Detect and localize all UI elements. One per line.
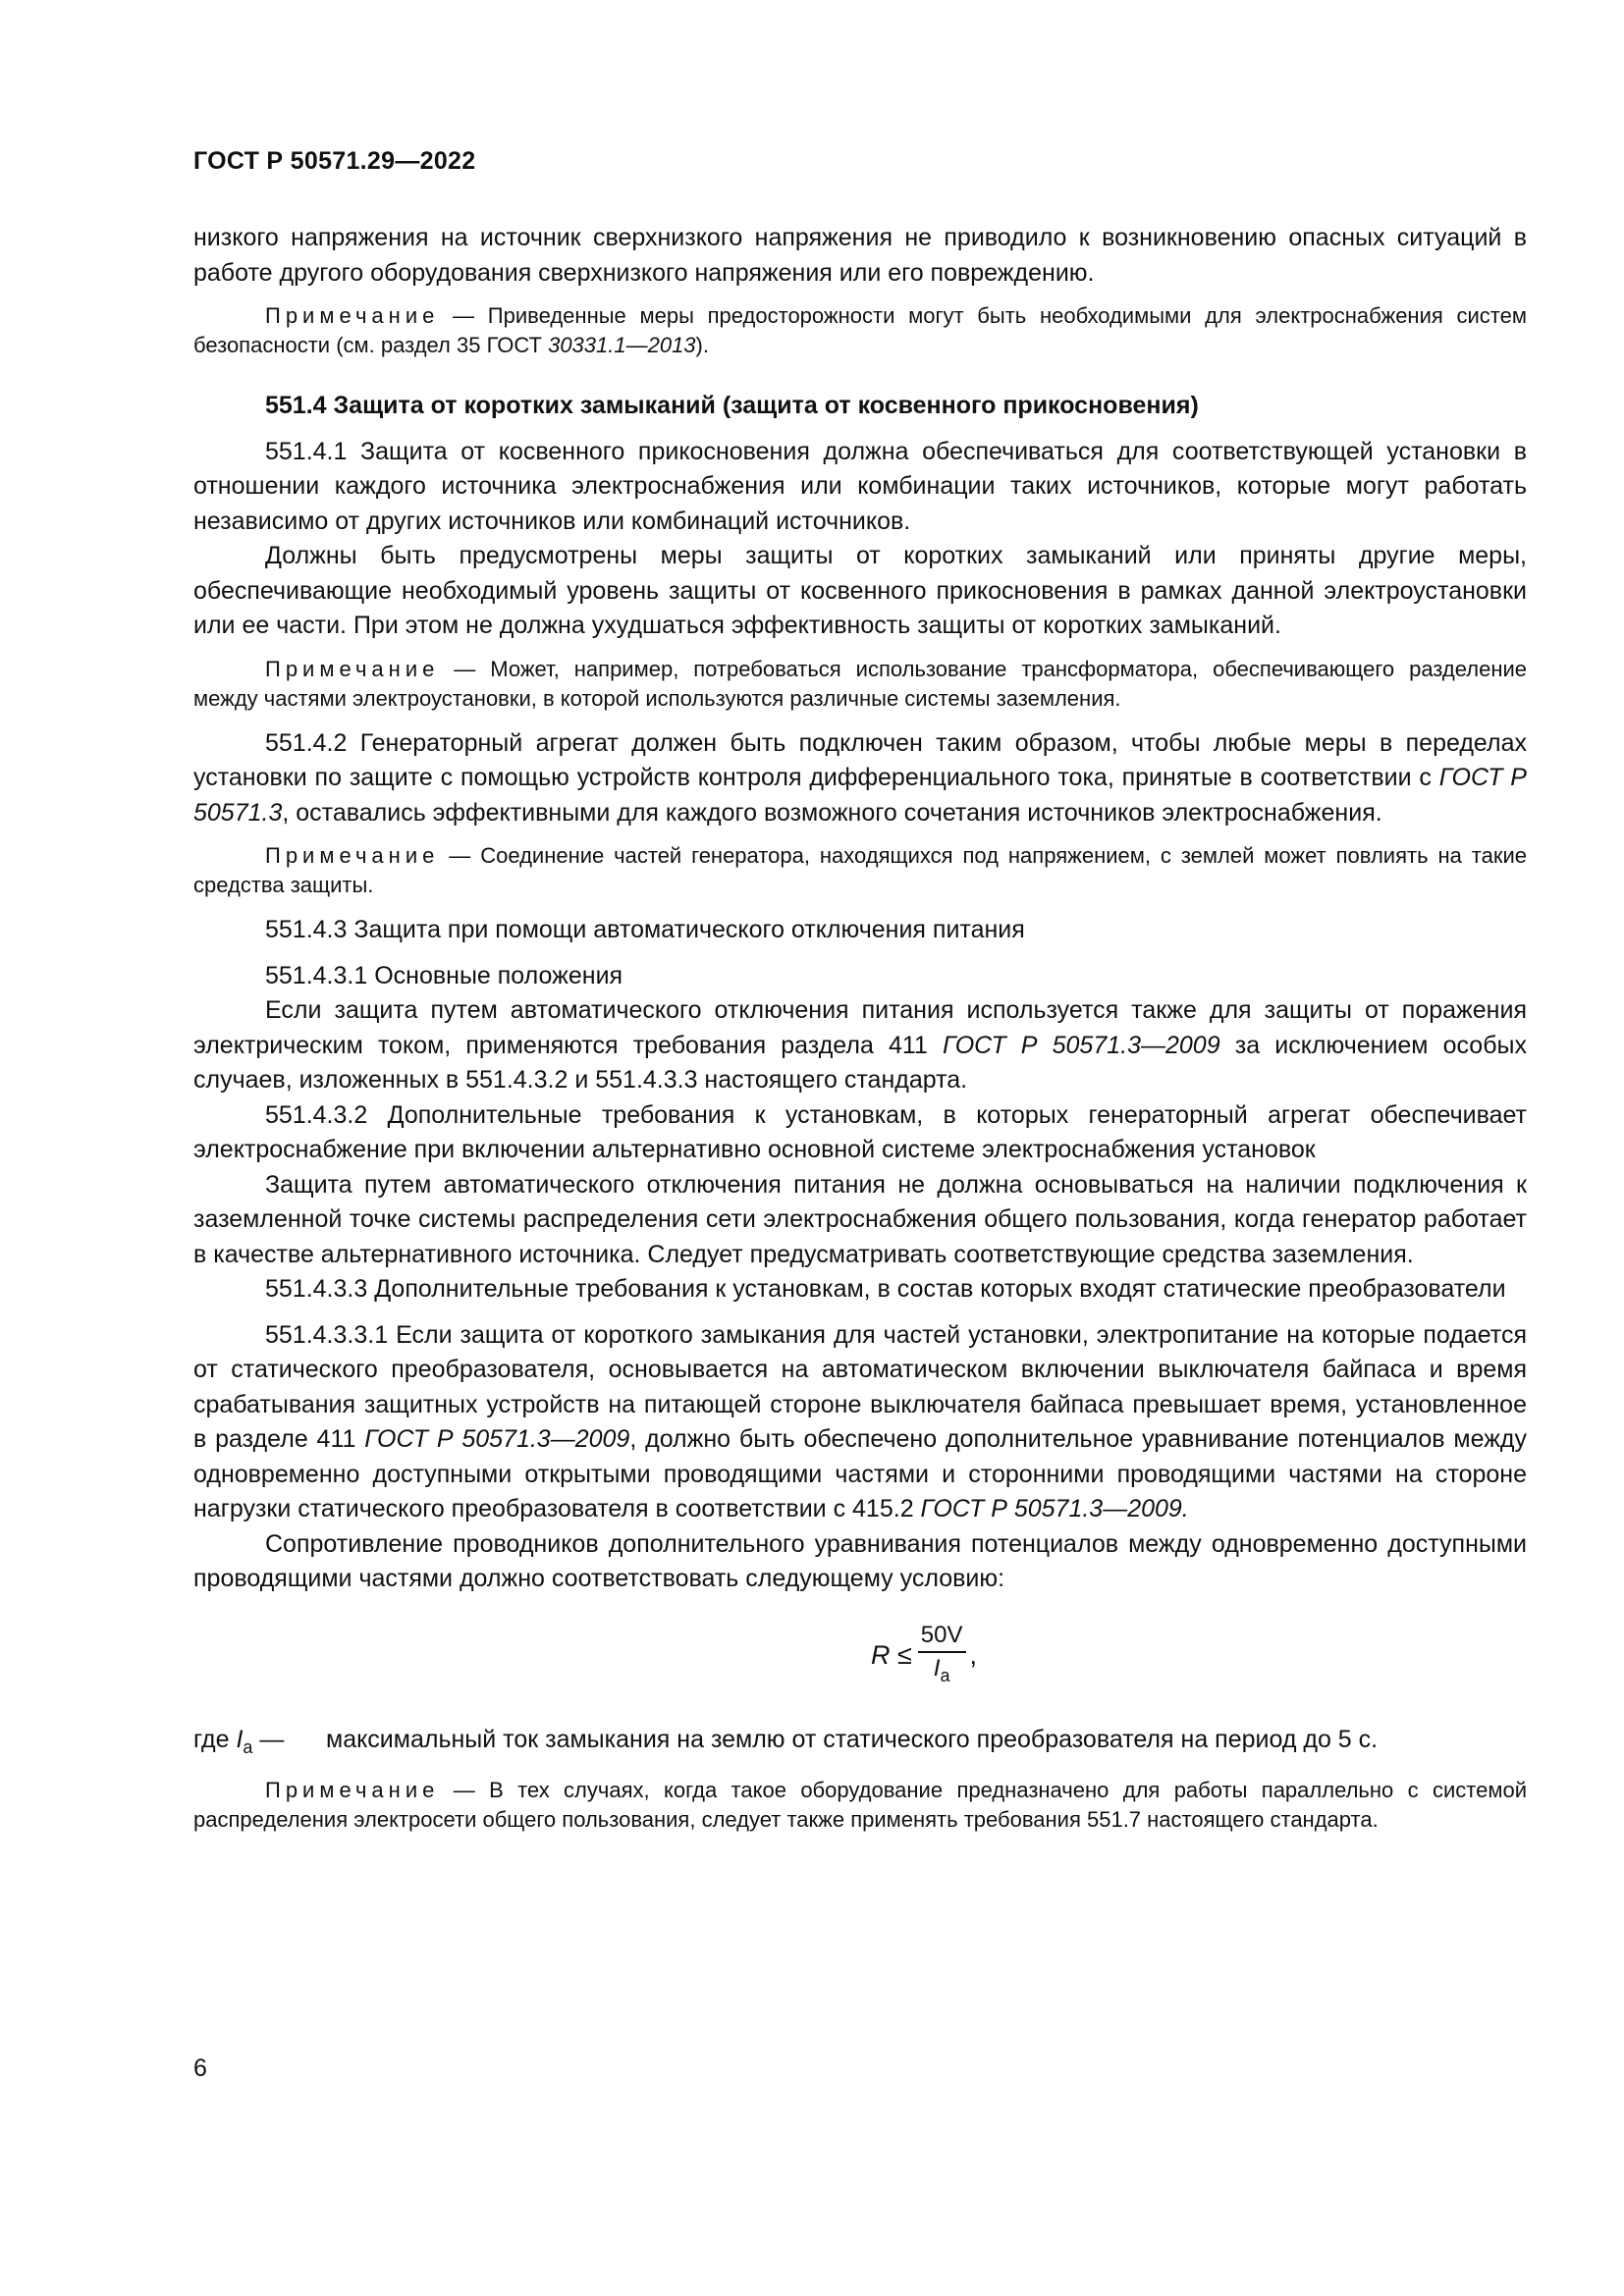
standard-reference: ГОСТ Р 50571.3—2009 xyxy=(364,1425,630,1453)
standard-reference: 30331.1—2013 xyxy=(548,333,696,357)
note-text: — В тех случаях, когда такое оборудование предназначено для работы параллельно с системой распределения электросети общего пользования, следует также применять требования 551.7 настоящего стандарта. xyxy=(193,1778,1527,1832)
paragraph-text: 551.4.3.3.1 Если защита от короткого замыкания для частей установки, электропитание на которые подается от статического преобразователя, основывается на автоматическом включении выключателя байпаса и время срабатывания защитных устройств на питающей стороне выключателя байпаса превышает время, установленное в разделе 411 xyxy=(193,1320,1527,1453)
legend-sub: a xyxy=(243,1736,253,1757)
standard-reference: ГОСТ Р 50571.3 xyxy=(193,764,1527,827)
paragraph-text: 551.4.2 Генераторный агрегат должен быть подключен таким образом, чтобы любые меры в переделах установки по защите с помощью устройств контроля дифференциального тока, принятые в соответствии с xyxy=(193,728,1527,791)
formula-legend-label xyxy=(193,1723,326,1766)
numerator-text: 50V xyxy=(920,1621,963,1648)
formula-legend-text: максимальный ток замыкания на землю от статического преобразователя на период до 5 с. xyxy=(326,1725,1379,1753)
formula-lhs: R ≤ xyxy=(870,1639,912,1670)
formula-legend xyxy=(193,1723,1527,1766)
note-text-end: ). xyxy=(695,333,709,357)
paragraph: низкого напряжения на источник сверхнизкого напряжения не приводило к возникновению опасных ситуаций в работе другого оборудования сверхнизкого напряжения или его повреждению. xyxy=(193,224,1527,287)
paragraph: Сопротивление проводников дополнительного уравнивания потенциалов между одновременно доступными проводящими частями должно соответствовать следующему условию: xyxy=(193,1529,1527,1592)
subsection-heading: 551.4.3 Защита при помощи автоматического отключения питания xyxy=(265,916,1025,943)
paragraph xyxy=(193,993,1527,1098)
note-label: Примечание xyxy=(265,843,440,868)
note xyxy=(193,1776,1527,1835)
document-body xyxy=(193,221,1527,1847)
paragraph: 551.4.3.3 Дополнительные требования к установкам, в состав которых входят статические преобразователи xyxy=(265,1275,1506,1303)
formula xyxy=(193,1621,1527,1697)
paragraph: 551.4.1 Защита от косвенного прикосновения должна обеспечиваться для соответствующей установки в отношении каждого источника электроснабжения или комбинации таких источников, которые могут работать независимо от других источников или комбинаций источников. xyxy=(193,437,1527,535)
page-number: 6 xyxy=(193,2055,207,2082)
paragraph xyxy=(193,1318,1527,1527)
document-header: ГОСТ Р 50571.29—2022 xyxy=(193,147,476,175)
legend-prefix: где xyxy=(193,1725,237,1753)
paragraph: Защита путем автоматического отключения питания не должна основываться на наличии подключения к заземленной точке системы распределения сети электроснабжения общего пользования, когда генератор работает в качестве альтернативного источника. Следует предусматривать соответствующие средства заземления. xyxy=(193,1170,1527,1268)
formula-numerator xyxy=(918,1621,966,1653)
note xyxy=(193,301,1527,360)
note-label: Примечание xyxy=(265,1778,440,1802)
section-heading: 551.4 Защита от коротких замыканий (защита от косвенного прикосновения) xyxy=(265,392,1199,419)
standard-reference: ГОСТ Р 50571.3—2009 xyxy=(942,1031,1220,1059)
formula-fraction xyxy=(918,1621,966,1691)
formula-trail: , xyxy=(969,1639,978,1670)
legend-dash: — xyxy=(252,1725,285,1753)
paragraph xyxy=(193,726,1527,831)
denominator-var: I xyxy=(933,1654,941,1682)
note-text: — Может, например, потребоваться использование трансформатора, обеспечивающего разделение между частями электроустановки, в которой используются различные системы заземления. xyxy=(193,656,1527,711)
note-label: Примечание xyxy=(265,303,440,328)
note-text: — Приведенные меры предосторожности могут быть необходимыми для электроснабжения систем безопасности (см. раздел 35 ГОСТ xyxy=(193,303,1527,357)
denominator-sub: a xyxy=(940,1665,950,1685)
paragraph-text-end: , оставались эффективными для каждого возможного сочетания источников электроснабжения. xyxy=(282,798,1382,827)
paragraph: Должны быть предусмотрены меры защиты от коротких замыканий или приняты другие меры, обеспечивающие необходимый уровень защиты от косвенного прикосновения в рамках данной электроустановки или ее части. При этом не должна ухудшаться эффективность защиты от коротких замыканий. xyxy=(193,542,1527,639)
note-label: Примечание xyxy=(265,656,440,681)
formula-expression xyxy=(871,1621,977,1691)
paragraph: 551.4.3.2 Дополнительные требования к установкам, в которых генераторный агрегат обеспечивает электроснабжение при включении альтернативно основной системе электроснабжения установок xyxy=(193,1100,1527,1163)
standard-reference: ГОСТ Р 50571.3—2009. xyxy=(920,1495,1189,1522)
paragraph-text-middle: , должно быть обеспечено дополнительное уравнивание потенциалов между одновременно доступными открытыми проводящими частями и сторонними проводящими частями на стороне нагрузки статического преобразователя в соответствии с 415.2 xyxy=(193,1425,1527,1522)
note-text: — Соединение частей генератора, находящихся под напряжением, с землей может повлиять на такие средства защиты. xyxy=(193,843,1527,897)
paragraph-text-end: за исключением особых случаев, изложенных в 551.4.3.2 и 551.4.3.3 настоящего стандарта. xyxy=(193,1031,1528,1094)
note xyxy=(193,655,1527,714)
paragraph-text: Если защита путем автоматического отключения питания используется также для защиты от поражения электрическим током, применяются требования раздела 411 xyxy=(193,996,1527,1059)
legend-var: I xyxy=(236,1725,244,1753)
formula-denominator xyxy=(934,1653,950,1691)
subsection-heading: 551.4.3.1 Основные положения xyxy=(265,961,623,989)
note xyxy=(193,841,1527,900)
